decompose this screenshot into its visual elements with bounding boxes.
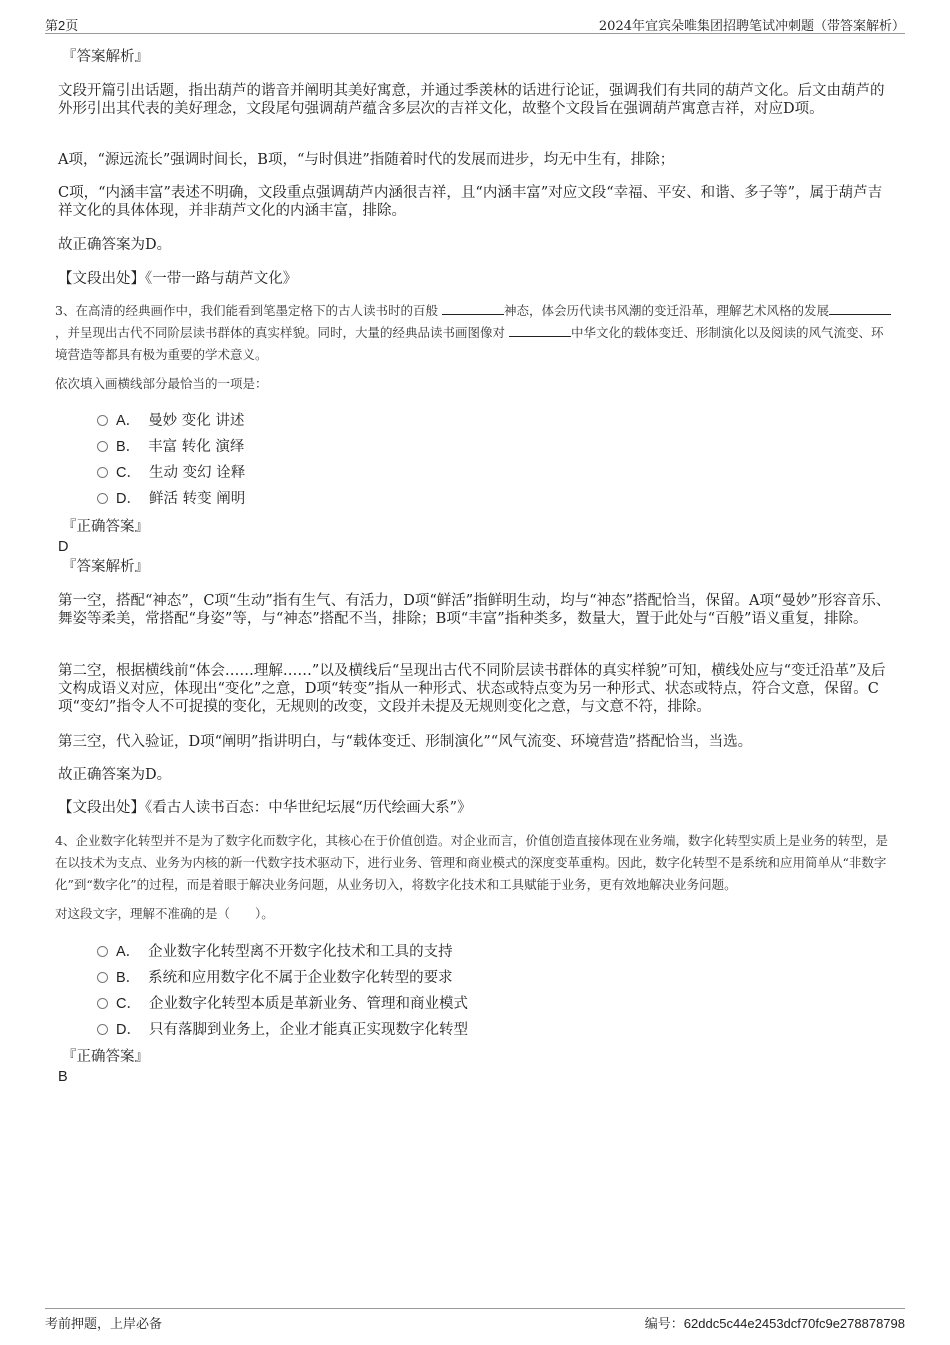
correct-answer: B xyxy=(58,1069,68,1085)
option-c[interactable]: C． 生动 变幻 诠释 xyxy=(97,463,245,483)
analysis-paragraph: 第一空，搭配“神态”，C项“生动”指有生气、有活力，D项“鲜活”指鲜明生动，均与“神态”搭配恰当，保留。A项“曼妙”形容音乐、舞姿等柔美，常搭配“身姿”等，与“神态”搭配不当，排除；B项“丰富”指种类多，数量大，置于此处与“百般”语义重复，排除。 xyxy=(58,593,891,627)
fill-blank xyxy=(509,324,571,337)
option-b[interactable]: B． 系统和应用数字化不属于企业数字化转型的要求 xyxy=(97,968,453,988)
radio-icon[interactable] xyxy=(97,998,108,1009)
radio-icon[interactable] xyxy=(97,946,108,957)
question-prompt: 依次填入画横线部分最恰当的一项是： xyxy=(55,376,268,391)
page-number: 第2页 xyxy=(45,18,79,33)
option-d[interactable]: D． 只有落脚到业务上，企业才能真正实现数字化转型 xyxy=(97,1020,468,1040)
radio-icon[interactable] xyxy=(97,972,108,983)
analysis-paragraph: C项，“内涵丰富”表述不明确，文段重点强调葫芦内涵很吉祥，且“内涵丰富”对应文段“幸福、平安、和谐、多子等”，属于葫芦吉祥文化的具体体现，并非葫芦文化的内涵丰富，排除。 xyxy=(58,185,883,219)
radio-icon[interactable] xyxy=(97,1024,108,1035)
option-a[interactable]: A． 曼妙 变化 讲述 xyxy=(97,411,244,431)
option-a[interactable]: A． 企业数字化转型离不开数字化技术和工具的支持 xyxy=(97,942,453,962)
question-stem: 4、企业数字化转型并不是为了数字化而数字化，其核心在于价值创造。对企业而言，价值创造直接体现在业务端，数字化转型实质上是业务的转型，是在以技术为支点、业务为内核的新一代数字技术驱动下，进行业务、管理和商业模式的深度变革重构。因此，数字化转型不是系统和应用简单从“非数字化”到“数字化”的过程，而是着眼于解决业务问题，从业务切入，将数字化技术和工具赋能于业务，更有效地解决业务问题。 xyxy=(55,833,888,892)
option-c[interactable]: C． 企业数字化转型本质是革新业务、管理和商业模式 xyxy=(97,994,468,1014)
analysis-paragraph: 文段开篇引出话题，指出葫芦的谐音并阐明其美好寓意，并通过季羡林的话进行论证，强调我们有共同的葫芦文化。后文由葫芦的外形引出其代表的美好理念，文段尾句强调葫芦蕴含多层次的吉祥文化，故整个文段旨在强调葫芦寓意吉祥，对应D项。 xyxy=(58,83,885,117)
document-title: 2024年宜宾朵唯集团招聘笔试冲刺题（带答案解析） xyxy=(598,19,905,34)
analysis-paragraph: A项，“源远流长”强调时间长，B项，“与时俱进”指随着时代的发展而进步，均无中生有，排除； xyxy=(58,152,675,168)
source-citation: 【文段出处】《一带一路与葫芦文化》 xyxy=(58,271,298,287)
page-header xyxy=(45,13,905,34)
fill-blank xyxy=(442,302,504,315)
conclusion: 故正确答案为D。 xyxy=(58,767,172,783)
radio-icon[interactable] xyxy=(97,467,108,478)
analysis-label: 『答案解析』 xyxy=(62,49,149,65)
analysis-paragraph: 第三空，代入验证，D项“阐明”指讲明白，与“载体变迁、形制演化”“风气流变、环境营造”搭配恰当，当选。 xyxy=(58,734,753,750)
radio-icon[interactable] xyxy=(97,493,108,504)
analysis-paragraph: 第二空，根据横线前“体会……理解……”以及横线后“呈现出古代不同阶层读书群体的真实样貌”可知，横线处应与“变迁沿革”及后文构成语义对应，体现出“变化”之意，D项“转变”指从一种形式、状态或特点变为另一种形式、状态或特点，符合文意，保留。C项“变幻”指令人不可捉摸的变化，无规则的改变，文段并未提及无规则变化之意，与文意不符，排除。 xyxy=(58,663,886,715)
radio-icon[interactable] xyxy=(97,415,108,426)
option-b[interactable]: B． 丰富 转化 演绎 xyxy=(97,437,244,457)
source-citation: 【文段出处】《看古人读书百态：中华世纪坛展“历代绘画大系”》 xyxy=(58,800,472,816)
option-d[interactable]: D． 鲜活 转变 阐明 xyxy=(97,489,245,509)
page-footer xyxy=(45,1308,905,1331)
correct-answer-label: 『正确答案』 xyxy=(62,1049,149,1065)
radio-icon[interactable] xyxy=(97,441,108,452)
analysis-label: 『答案解析』 xyxy=(62,559,149,575)
document-code: 编号：62ddc5c44e2453dcf70fc9e278878798 xyxy=(644,1316,905,1332)
fill-blank xyxy=(829,302,891,315)
question-stem: 3、在高清的经典画作中，我们能看到笔墨定格下的古人读书时的百般 神态，体会历代读书风潮的变迁沿革，理解艺术风格的发展，并呈现出古代不同阶层读书群体的真实样貌。同时，大量的经典品读书画图像对 中华文化的载体变迁、形制演化以及阅读的风气流变、环境营造等都具有极为重要的学术意义。 xyxy=(55,300,895,366)
question-prompt: 对这段文字，理解不准确的是（ ）。 xyxy=(55,906,274,921)
correct-answer: D xyxy=(58,539,69,555)
footer-slogan: 考前押题，上岸必备 xyxy=(45,1317,163,1332)
conclusion: 故正确答案为D。 xyxy=(58,237,172,253)
correct-answer-label: 『正确答案』 xyxy=(62,519,149,535)
